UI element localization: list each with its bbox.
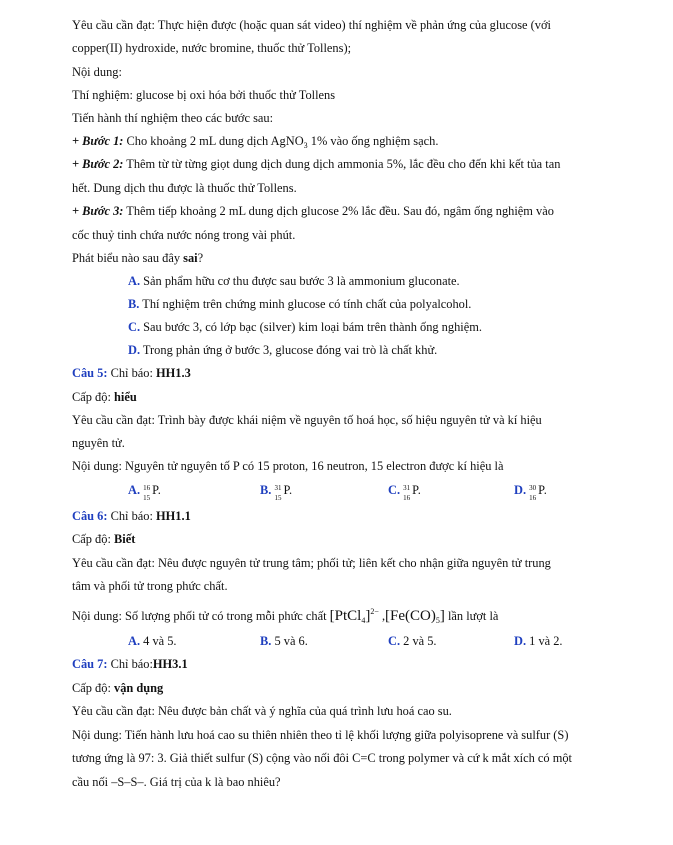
- q7-title: Câu 7:: [72, 657, 108, 671]
- option-letter: C.: [388, 634, 401, 648]
- q4-step1: [72, 133, 438, 154]
- q4-requirement-line2: copper(II) hydroxide, nước bromine, thuốc thử Tollens);: [72, 41, 352, 55]
- q4-step2-cont: hết. Dung dịch thu được là thuốc thử Tollens.: [72, 181, 297, 195]
- formula-subscript: 5: [435, 616, 440, 625]
- option-letter: A.: [128, 483, 141, 497]
- mass-number: 31: [403, 484, 411, 492]
- q7-content-line2: tương ứng là 97: 3. Giả thiết sulfur (S) cộng vào nối đôi C=C trong polymer và cứ k mắt xích có một: [72, 751, 572, 765]
- q6-level-label: Cấp độ:: [72, 532, 114, 546]
- option-letter: D.: [514, 483, 527, 497]
- q6-level-value: Biết: [114, 532, 136, 546]
- option-end: .: [289, 483, 293, 497]
- isotope-notation: [143, 483, 152, 502]
- element-symbol: P: [538, 483, 544, 497]
- q6-indicator-label: Chỉ báo:: [107, 509, 156, 523]
- question-emphasis: sai: [183, 251, 198, 265]
- option-letter: D.: [128, 343, 141, 357]
- q6-requirement-line1: Yêu cầu cần đạt: Nêu được nguyên tử trung tâm; phối tử; liên kết cho nhận giữa nguyên tử trung: [72, 556, 551, 570]
- q5-indicator-label: Chỉ báo:: [107, 366, 156, 380]
- option-text: Sau bước 3, có lớp bạc (silver) kim loại bám trên thành ống nghiệm.: [140, 320, 482, 334]
- q4-experiment-title: Thí nghiệm: glucose bị oxi hóa bởi thuốc thử Tollens: [72, 88, 336, 102]
- option-end: .: [543, 483, 547, 497]
- q5-option-a[interactable]: [128, 482, 161, 502]
- step1-label: + Bước 1:: [72, 134, 124, 148]
- question-mark: ?: [197, 251, 204, 265]
- q4-step3: [72, 203, 554, 219]
- formula-ptcl4: [330, 608, 379, 624]
- q6-level: [72, 531, 135, 547]
- option-text: Thí nghiệm trên chứng minh glucose có tính chất của polyalcohol.: [139, 297, 472, 311]
- option-letter: A.: [128, 634, 141, 648]
- option-end: .: [417, 483, 421, 497]
- q7-header: [72, 656, 188, 672]
- q4-option-a[interactable]: [128, 273, 460, 289]
- q6-title: Câu 6:: [72, 509, 108, 523]
- q6-option-a[interactable]: [128, 633, 177, 649]
- option-letter: A.: [128, 274, 141, 288]
- q5-title: Câu 5:: [72, 366, 108, 380]
- step1-subscript: 3: [303, 141, 308, 150]
- option-letter: B.: [260, 634, 272, 648]
- q7-level: [72, 680, 163, 696]
- atomic-number: 16: [403, 494, 411, 502]
- mass-number: 31: [274, 484, 282, 492]
- q7-content-line1: Nội dung: Tiến hành lưu hoá cao su thiên nhiên theo tỉ lệ khối lượng giữa polyisoprene và sulfur (S): [72, 728, 569, 742]
- formula-feco5: [385, 608, 445, 624]
- option-text: 2 và 5.: [400, 634, 437, 648]
- option-text: Trong phản ứng ở bước 3, glucose đóng vai trò là chất khử.: [140, 343, 438, 357]
- q5-requirement-line1: Yêu cầu cần đạt: Trình bày được khái niệm về nguyên tố hoá học, số hiệu nguyên tử và kí hiệu: [72, 413, 542, 427]
- step2-text: Thêm từ từ từng giọt dung dịch dung dịch ammonia 5%, lắc đều cho đến khi kết tủa tan: [123, 157, 561, 171]
- element-symbol: P: [152, 483, 158, 497]
- formula-part: ]: [439, 608, 445, 624]
- step1-text-a: Cho khoảng 2 mL dung dịch AgNO: [123, 134, 304, 148]
- q5-requirement-line2: nguyên tử.: [72, 436, 125, 450]
- q4-question: [72, 250, 203, 266]
- q6-content: [72, 604, 498, 629]
- step3-label: + Bước 3:: [72, 204, 124, 218]
- formula-part: [PtCl: [329, 608, 362, 624]
- q4-requirement-line1: Yêu cầu cần đạt: Thực hiện được (hoặc quan sát video) thí nghiệm về phản ứng của glucose (với: [72, 18, 551, 32]
- formula-part: ]: [365, 608, 371, 624]
- q7-requirement: Yêu cầu cần đạt: Nêu được bản chất và ý nghĩa của quá trình lưu hoá cao su.: [72, 704, 452, 718]
- element-symbol: P: [283, 483, 290, 497]
- option-text: Sản phẩm hữu cơ thu được sau bước 3 là ammonium gluconate.: [140, 274, 460, 288]
- q4-procedure-intro: Tiến hành thí nghiệm theo các bước sau:: [72, 111, 274, 125]
- option-text: 5 và 6.: [271, 634, 308, 648]
- atomic-number: 15: [143, 494, 151, 502]
- formula-part: [Fe(CO): [385, 608, 436, 624]
- q7-level-value: vận dụng: [114, 681, 164, 695]
- step1-text-b: 1% vào ống nghiệm sạch.: [307, 134, 439, 148]
- q5-content: Nội dung: Nguyên tử nguyên tố P có 15 proton, 16 neutron, 15 electron được kí hiệu là: [72, 459, 504, 473]
- q5-indicator: HH1.3: [156, 366, 191, 380]
- isotope-notation: [529, 483, 538, 502]
- q7-level-label: Cấp độ:: [72, 681, 114, 695]
- q4-option-b[interactable]: [128, 296, 471, 312]
- q7-indicator-label: Chỉ báo:: [107, 657, 153, 671]
- q6-requirement-line2: tâm và phối tử trong phức chất.: [72, 579, 228, 593]
- q4-content-label: Nội dung:: [72, 65, 122, 79]
- q4-option-c[interactable]: [128, 319, 482, 335]
- q5-header: [72, 365, 191, 381]
- mass-number: 30: [529, 484, 537, 492]
- formula-subscript: 4: [361, 616, 366, 625]
- q6-option-c[interactable]: [388, 633, 437, 649]
- q6-option-b[interactable]: [260, 633, 308, 649]
- q6-header: [72, 508, 191, 524]
- formula-charge: 2−: [370, 607, 379, 616]
- isotope-notation: [274, 483, 283, 502]
- question-text: Phát biểu nào sau đây: [72, 251, 184, 265]
- option-text: 1 và 2.: [526, 634, 563, 648]
- option-letter: B.: [128, 297, 140, 311]
- q7-indicator: HH3.1: [152, 657, 188, 671]
- q6-content-end: lần lượt là: [444, 609, 499, 623]
- q5-level-label: Cấp độ:: [72, 390, 114, 404]
- q5-option-c[interactable]: [388, 482, 421, 502]
- q7-content-line3: cầu nối –S–S–. Giá trị của k là bao nhiêu?: [72, 775, 281, 789]
- q5-level-value: hiểu: [114, 390, 137, 404]
- formula-separator: ,: [378, 609, 386, 623]
- option-letter: C.: [388, 483, 401, 497]
- option-letter: D.: [514, 634, 527, 648]
- q5-option-b[interactable]: [260, 482, 293, 502]
- atomic-number: 16: [529, 494, 537, 502]
- q4-step2: [72, 156, 560, 172]
- option-end: .: [157, 483, 161, 497]
- option-letter: C.: [128, 320, 141, 334]
- mass-number: 16: [143, 484, 151, 492]
- step2-label: + Bước 2:: [72, 157, 124, 171]
- q4-option-d[interactable]: [128, 342, 437, 358]
- isotope-notation: [403, 483, 412, 502]
- q5-option-d[interactable]: [514, 482, 547, 502]
- q6-indicator: HH1.1: [156, 509, 191, 523]
- q5-level: [72, 389, 137, 405]
- atomic-number: 15: [274, 494, 282, 502]
- step3-text: Thêm tiếp khoảng 2 mL dung dịch glucose 2% lắc đều. Sau đó, ngâm ống nghiệm vào: [123, 204, 554, 218]
- q4-step3-cont: cốc thuỷ tinh chứa nước nóng trong vài phút.: [72, 228, 296, 242]
- option-letter: B.: [260, 483, 272, 497]
- element-symbol: P: [412, 483, 418, 497]
- option-text: 4 và 5.: [140, 634, 177, 648]
- q6-option-d[interactable]: [514, 633, 563, 649]
- q6-content-text: Nội dung: Số lượng phối tử có trong mỗi phức chất: [72, 609, 330, 623]
